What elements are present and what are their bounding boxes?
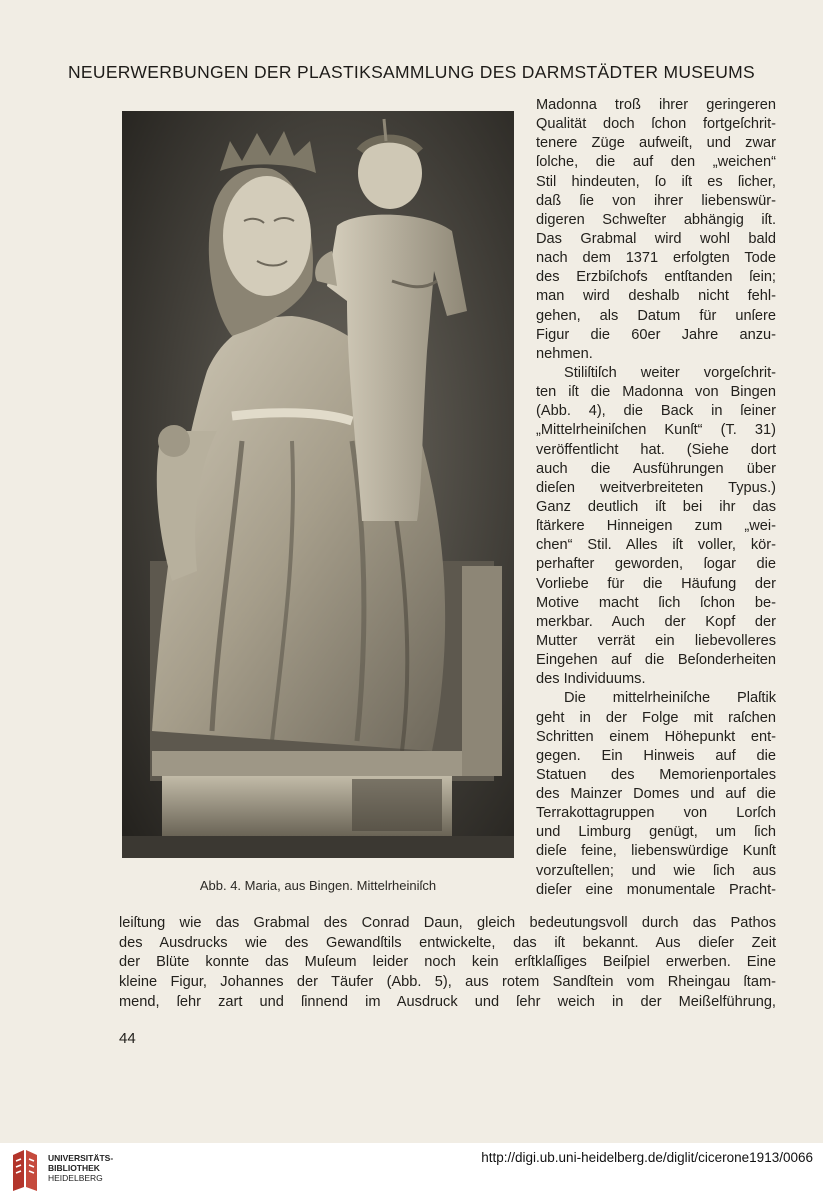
running-header: NEUERWERBUNGEN DER PLASTIKSAMMLUNG DES DARMSTÄDTER MUSEUMS: [67, 62, 756, 82]
column-line: geht in der Folge mit raſchen: [536, 709, 776, 726]
logo-line: UNIVERSITÄTS-: [48, 1153, 114, 1163]
column-line: des Individuums.: [536, 671, 646, 688]
column-line: man wird deshalb nicht fehl-: [536, 288, 776, 305]
column-line: digeren Schweſter abhängig iſt.: [536, 211, 776, 228]
column-line: Mutter verrät ein liebevolleres: [536, 632, 776, 649]
column-line: tenere Züge aufweiſt, und zwar: [536, 135, 776, 152]
column-line: dieſe feine, liebenswürdige Kunſt: [536, 843, 776, 860]
column-line: Statuen des Memorienportales: [536, 766, 776, 783]
body-line: mend, ſehr zart und ſinnend im Ausdruck und ſehr weich in der Meißelführung,: [119, 993, 776, 1010]
column-line: Vorliebe für die Häufung der: [536, 575, 776, 592]
column-line: daß ſie von ihrer liebenswür-: [536, 192, 776, 209]
column-line: gegen. Ein Hinweis auf die: [536, 747, 776, 764]
column-line: vorzuſtellen; und wie ſich aus: [536, 862, 776, 879]
source-url-link[interactable]: http://digi.ub.uni-heidelberg.de/diglit/cicerone1913/0066: [481, 1150, 813, 1165]
column-line: Die mittelrheiniſche Plaſtik: [564, 690, 776, 707]
column-line: des Mainzer Domes und auf die: [536, 786, 776, 803]
column-line: chen“ Stil. Alles iſt voller, kör-: [536, 537, 776, 554]
column-line: Ganz deutlich iſt bei ihr das: [536, 498, 776, 515]
column-line: des Erzbiſchofs entſtanden ſein;: [536, 269, 776, 286]
column-line: Das Grabmal wird wohl bald: [536, 230, 776, 247]
column-line: dieſen weitverbreiteten Typus.): [536, 479, 776, 496]
column-line: auch die Ausführungen über: [536, 460, 776, 477]
full-width-text: [119, 914, 776, 1012]
page-number: 44: [119, 1030, 136, 1047]
body-line: kleine Figur, Johannes der Täufer (Abb. 5), aus rotem Sandſtein vom Rheingau ſtam-: [119, 974, 776, 991]
column-line: nach dem 1371 erfolgten Tode: [536, 250, 776, 267]
body-line: der Blüte konnte das Muſeum leider noch kein erſtklaſſiges Beiſpiel erwerben. Eine: [119, 954, 776, 971]
madonna-sculpture-image: [122, 111, 514, 858]
column-line: Madonna troß ihrer geringeren: [536, 97, 776, 113]
body-line: des Ausdrucks wie des Gewandſtils entwickelte, das iſt bekannt. Aus dieſer Zeit: [119, 934, 776, 951]
column-line: Motive macht ſich ſchon be-: [536, 594, 776, 611]
library-footer: [0, 1143, 823, 1200]
madonna-photo: [122, 111, 514, 858]
logo-line: BIBLIOTHEK: [48, 1163, 100, 1173]
column-line: Eingehen auf die Beſonderheiten: [536, 652, 776, 669]
column-line: merkbar. Auch der Kopf der: [536, 613, 776, 630]
column-line: Qualität doch ſchon fortgeſchrit-: [536, 116, 776, 133]
library-logo-icon: [8, 1147, 42, 1193]
column-line: veröffentlicht hat. (Siehe dort: [536, 441, 776, 458]
column-line: und Limburg genügt, um ſich: [536, 824, 776, 841]
column-line: „Mittelrheiniſchen Kunſt“ (T. 31): [536, 422, 776, 439]
column-line: perhafter geworden, ſogar die: [536, 556, 776, 573]
body-line: leiſtung wie das Grabmal des Conrad Daun, gleich bedeutungsvoll durch das Pathos: [119, 915, 776, 931]
column-text: [536, 96, 776, 900]
figure-caption: Abb. 4. Maria, aus Bingen. Mittelrheiniſch: [199, 878, 437, 893]
column-line: Stil hindeuten, ſo iſt es ſicher,: [536, 173, 776, 190]
logo-line: HEIDELBERG: [48, 1173, 103, 1183]
column-line: dieſer eine monumentale Pracht-: [536, 881, 776, 898]
column-line: Schritten einem Höhepunkt ent-: [536, 728, 776, 745]
column-line: Terrakottagruppen von Lorſch: [536, 805, 776, 822]
column-line: (Abb. 4), die Back in ſeiner: [536, 403, 776, 420]
column-line: Stiliſtiſch weiter vorgeſchrit-: [564, 364, 776, 381]
column-line: gehen, als Datum für unſere: [536, 307, 776, 324]
library-logo-text: [48, 1153, 113, 1183]
column-line: Figur die 60er Jahre anzu-: [536, 326, 776, 343]
column-line: ten iſt die Madonna von Bingen: [536, 384, 776, 401]
column-line: ſtärkere Hinneigen zum „wei-: [536, 518, 776, 535]
column-line: ſolche, die auf den „weichen“: [536, 154, 776, 171]
column-line: nehmen.: [536, 345, 593, 362]
